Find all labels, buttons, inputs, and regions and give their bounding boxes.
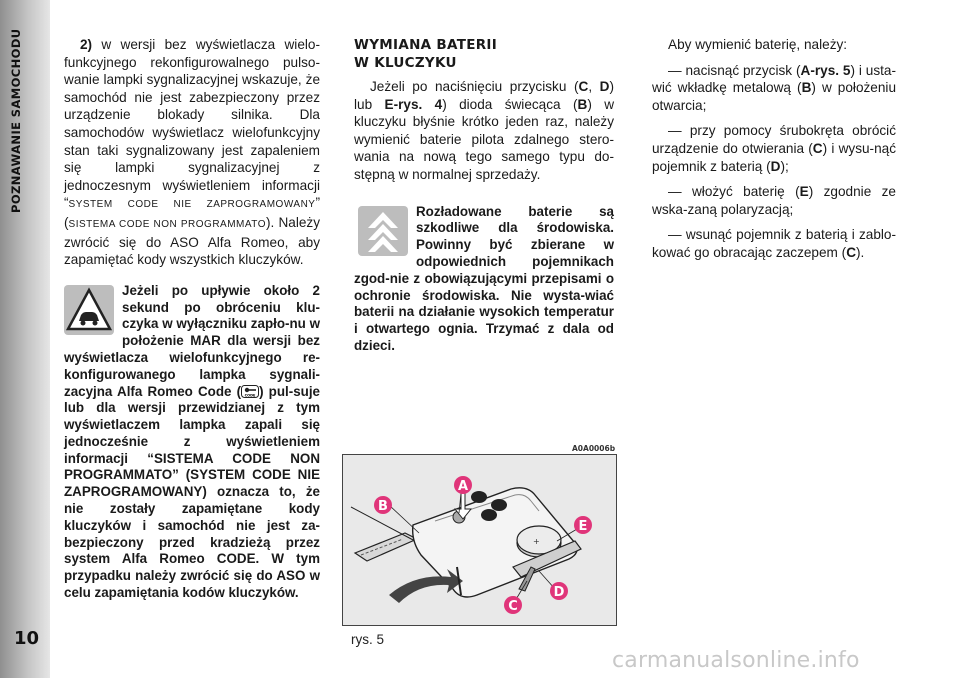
- paragraph-text: w wersji bez wyświetlacza wielo-funkcyjnego rekonfigurowalnego pulso-wanie lampki sygnalizacyjnej wskazuje, że samochód nie jest zabezpieczony przez urządzenie blokady silnika. Dla samochodów wyświetlacz wielofunkcyjny stan taki sygnalizowany jest zapaleniem się lampki sygnalizacyjnej z jednoczesnym wyświetleniem informacji “: [64, 37, 320, 211]
- text: ) w kluczyku błyśnie krótko jeden raz, należy wymienić baterie pilota zdalnego stero-wania na nową tego samego typu do-stępną w normalnej sprzedaży.: [354, 96, 615, 182]
- code-key-icon: [241, 385, 259, 398]
- ref-letter: E: [799, 184, 809, 200]
- label-d-text: D: [553, 585, 565, 600]
- label-b: [374, 496, 392, 514]
- section-title: POZNAWANIE SAMOCHODU: [9, 28, 23, 213]
- heading-line: WYMIANA BATERII: [354, 37, 498, 53]
- label-b-text: B: [378, 499, 388, 514]
- paragraph-text: ). Należy zwrócić się do ASO Alfa Romeo, aby zapamiętać kody wszystkich kluczyków.: [64, 214, 320, 268]
- text: ) zgodnie ze wska-zaną polaryzacją;: [652, 184, 896, 217]
- svg-text:+: +: [533, 537, 540, 546]
- text: ) w położeniu otwarcia;: [652, 80, 896, 113]
- ref-letter: D: [599, 79, 610, 94]
- step-3: [652, 183, 896, 218]
- heading-line: W KLUCZYKU: [354, 55, 457, 71]
- label-e-text: E: [578, 519, 588, 534]
- text: Jeżeli po naciśnięciu przycisku (: [370, 79, 579, 94]
- key-blade: [351, 507, 417, 561]
- ref-letter: C: [578, 79, 589, 94]
- ref-letter: B: [577, 96, 588, 112]
- figure-ref: E-rys. 4: [384, 96, 443, 112]
- rotate-arrow: [389, 569, 463, 603]
- paragraph-2: [64, 36, 320, 269]
- section-heading: [354, 36, 614, 72]
- text: ).: [856, 244, 865, 260]
- figure-caption: rys. 5: [351, 632, 385, 647]
- text: ,: [588, 79, 600, 94]
- car-key-battery-illustration: [343, 455, 616, 625]
- warning-block: [64, 283, 320, 602]
- page-number: 10: [14, 628, 40, 649]
- text: — nacisnąć przycisk (: [668, 62, 801, 78]
- text: — włożyć baterię (: [668, 184, 800, 200]
- text: ) lub: [354, 79, 614, 112]
- step-2: [652, 122, 896, 175]
- ref-letter: D: [770, 158, 781, 174]
- ref-letter: B: [801, 80, 812, 96]
- watermark: carmanualsonline.info: [612, 648, 860, 673]
- instructions-intro: Aby wymienić baterię, należy:: [668, 37, 848, 52]
- warning-car-icon: [64, 285, 114, 335]
- text: — przy pomocy śrubokręta obrócić urządzenie do otwierania (: [652, 123, 896, 156]
- key-figure: [342, 454, 617, 626]
- figure-ref: A-rys. 5: [800, 62, 851, 78]
- column-1: [64, 36, 320, 602]
- paragraph-text: ” (: [64, 195, 320, 230]
- label-a-text: A: [457, 479, 469, 494]
- ref-letter: C: [846, 244, 857, 260]
- text: — wsunąć pojemnik z baterią i zablo-kować go obracając zaczepem (: [652, 227, 896, 260]
- text: ) dioda świecąca (: [442, 96, 578, 112]
- sidebar: [0, 0, 50, 678]
- text: ) i usta-wić wkładkę metalową (: [652, 62, 896, 96]
- label-d: [550, 582, 568, 600]
- figure-code: A0A0006b: [572, 444, 616, 453]
- label-c-text: C: [508, 599, 518, 614]
- warning-text: ) pul-suje lub dla wersji przewidzianej z tym wyświetlaczem lampka zapali się jednocześnie z wyświetleniem informacji “SISTEMA CODE NON PROGRAMMATO” (SYSTEM CODE NIE ZAPROGRAMOWANY) oznacza to, że nie zostały zapamiętane kody kluczyków i samochód nie jest za-bezpieczony przed kradzieżą przez system Alfa Romeo CODE. W tym przypadku należy zwrócić się do ASO w celu zapamiętania kodów kluczyków.: [64, 383, 320, 601]
- column-3: [652, 36, 896, 270]
- ref-letter: C: [812, 140, 823, 156]
- label-c: [504, 596, 522, 614]
- step-4: [652, 226, 896, 261]
- system-message-pl: SYSTEM CODE NIE ZAPROGRAMOWANY: [68, 199, 316, 211]
- system-message-it: SISTEMA CODE NON PROGRAMMATO: [68, 218, 267, 230]
- label-e: [574, 516, 592, 534]
- text: ) i wysu-nąć pojemnik z baterią (: [652, 140, 896, 174]
- recycle-warning-icon: [358, 206, 408, 256]
- environment-warning-block: [354, 204, 614, 355]
- label-a: [454, 476, 472, 494]
- svg-text:CODE: CODE: [244, 393, 256, 397]
- battery-paragraph: [354, 78, 614, 184]
- text: );: [780, 158, 789, 174]
- column-2: [354, 36, 614, 355]
- paragraph-number: 2): [80, 37, 93, 52]
- environment-warning-text: Rozładowane baterie są szkodliwe dla środowiska. Powinny być zbierane w odpowiednich pojemnikach zgod-nie z obowiązującymi przepisami o ochronie środowiska. Nie wysta-wiać baterii na działanie wysokich temperatur i otwartego ognia. Trzymać z dala od dzieci.: [354, 203, 614, 353]
- step-1: [652, 62, 896, 115]
- warning-text: Jeżeli po upływie około 2 sekund po obróceniu klu-czyka w wyłączniku zapło-nu w położenie MAR dla wersji bez wyświetlacza wielofunkcyjnego re-konfigurowanego lampka sygnali-zacyjna Alfa Romeo Code (: [64, 282, 320, 399]
